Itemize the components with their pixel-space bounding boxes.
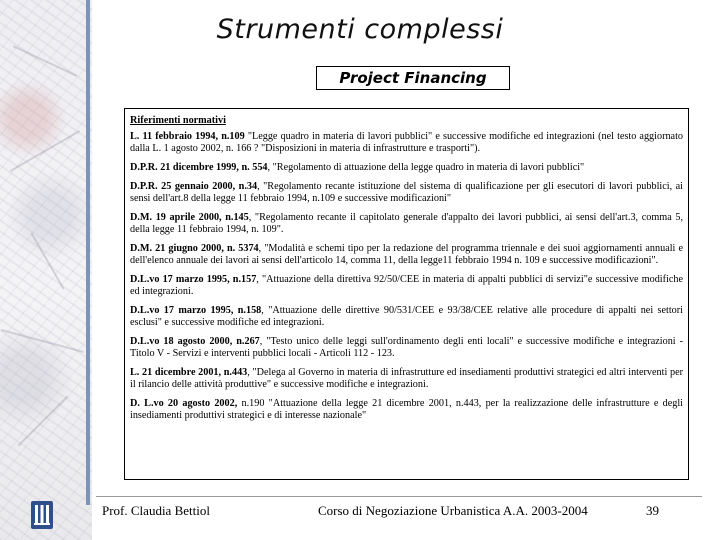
reference-item [130,131,683,155]
references-list [130,131,683,422]
slide-subtitle: Project Financing [316,66,510,90]
reference-citation: D.P.R. 21 dicembre 1999, n. 554 [130,162,268,173]
reference-item [130,305,683,329]
reference-item [130,274,683,298]
decorative-map-background [0,0,92,540]
reference-description: "Legge quadro in materia di lavori pubblici" e successive modifiche ed integrazioni (nel testo aggiornato dalla L. 1 agosto 2002, n. 166 ? "Disposizioni in materia di infrastrutture e trasporti"). [130,131,684,154]
reference-description: , "Delega al Governo in materia di infrastrutture ed insediamenti produttivi strategici ed altri interventi per il rilancio delle attività produttive" e successive modifiche e integrazioni. [130,367,683,390]
page-number: 39 [646,503,659,518]
reference-description: , "Attuazione delle direttive 90/531/CEE e 93/38/CEE relative alle procedure di appalti nei settori esclusi" e successive modifiche ed integrazioni. [130,305,683,328]
reference-item [130,398,683,422]
footer-course: Corso di Negoziazione Urbanistica A.A. 2003-2004 [318,503,588,518]
reference-description: , "Regolamento recante il capitolato generale d'appalto dei lavori pubblici, ai sensi dell'art.3, comma 5, della legge 11 febbraio 1994, n. 109". [130,212,683,235]
reference-citation: D.L.vo 17 marzo 1995, n.158 [130,305,262,316]
reference-citation: L. 11 febbraio 1994, n.109 [130,131,245,142]
university-logo-icon [30,500,54,530]
reference-description: , "Testo unico delle leggi sull'ordinamento degli enti locali" e successive modifiche e integrazioni - Titolo V - Servizi e interventi pubblici locali - Articoli 112 - 123. [130,336,684,359]
reference-item [130,181,683,205]
reference-citation: D.L.vo 17 marzo 1995, n.157 [130,274,257,285]
slide-title: Strumenti complessi [216,14,504,45]
reference-description: n.190 "Attuazione della legge 21 dicembre 2001, n.443, per la realizzazione delle infrastrutture e degli insediamenti produttivi strategici e di interesse nazionale" [130,398,683,421]
reference-item [130,367,683,391]
reference-citation: L. 21 dicembre 2001, n.443 [130,367,248,378]
footer-divider [96,496,702,497]
references-heading: Riferimenti normativi [130,115,226,126]
reference-item [130,162,683,174]
footer-author: Prof. Claudia Bettiol [102,503,210,518]
reference-item [130,336,683,360]
reference-description: , "Regolamento di attuazione della legge quadro in materia di lavori pubblici" [267,162,585,173]
vertical-divider [86,0,90,505]
reference-description: , "Modalità e schemi tipo per la redazione del programma triennale e dei suoi aggiornamenti annuali e dell'elenco annuale dei lavori ai sensi dell'articolo 14, comma 11, della legge11 febbraio 1994 n. 109 e successive modificazioni". [130,243,683,266]
reference-citation: D.P.R. 25 gennaio 2000, n.34 [130,181,258,192]
reference-description: , "Attuazione della direttiva 92/50/CEE in materia di appalti pubblici di servizi"e successive modifiche ed integrazioni. [130,274,683,297]
reference-description: , "Regolamento recante istituzione del sistema di qualificazione per gli esecutori di lavori pubblici, ai sensi dell'art.8 della legge 11 febbraio 1994, n.109 e successive modificazioni" [130,181,683,204]
reference-citation: D.M. 21 giugno 2000, n. 5374 [130,243,259,254]
reference-citation: D.M. 19 aprile 2000, n.145 [130,212,249,223]
reference-item [130,212,683,236]
reference-citation: D.L.vo 18 agosto 2000, n.267 [130,336,260,347]
reference-item [130,243,683,267]
reference-citation: D. L.vo 20 agosto 2002, [130,398,238,409]
references-box [124,108,689,480]
